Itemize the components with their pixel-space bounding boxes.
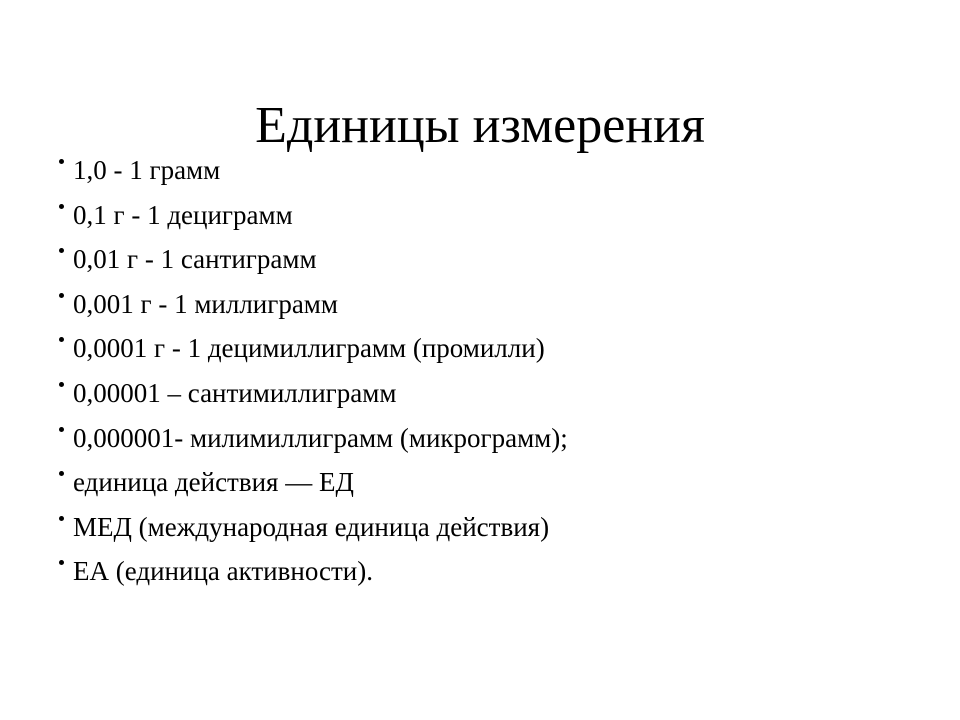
bullet-text: 0,000001- милимиллиграмм (микрограмм); [73, 422, 568, 453]
bullet-icon [59, 516, 64, 521]
bullet-icon [59, 159, 64, 164]
bullet-text: 0,0001 г - 1 децимиллиграмм (промилли) [73, 333, 545, 364]
bullet-icon [59, 293, 64, 298]
bullet-icon [59, 471, 64, 476]
bullet-text: 0,01 г - 1 сантиграмм [73, 244, 317, 275]
bullet-icon [59, 204, 64, 209]
bullet-text: МЕД (международная единица действия) [73, 511, 550, 542]
slide-title: Единицы измерения [255, 97, 705, 154]
bullet-text: 1,0 - 1 грамм [73, 155, 221, 185]
bullet-text: 0,00001 – сантимиллиграмм [73, 377, 397, 408]
bullet-icon [59, 248, 64, 253]
bullet-text: ЕА (единица активности). [73, 556, 373, 587]
bullet-text: единица действия — ЕД [73, 467, 354, 498]
bullet-icon [59, 427, 64, 432]
bullet-icon [59, 337, 64, 342]
bullet-text: 0,1 г - 1 дециграмм [73, 199, 293, 230]
bullet-text: 0,001 г - 1 миллиграмм [73, 288, 338, 319]
bullet-icon [59, 382, 64, 387]
bullet-icon [59, 560, 64, 565]
